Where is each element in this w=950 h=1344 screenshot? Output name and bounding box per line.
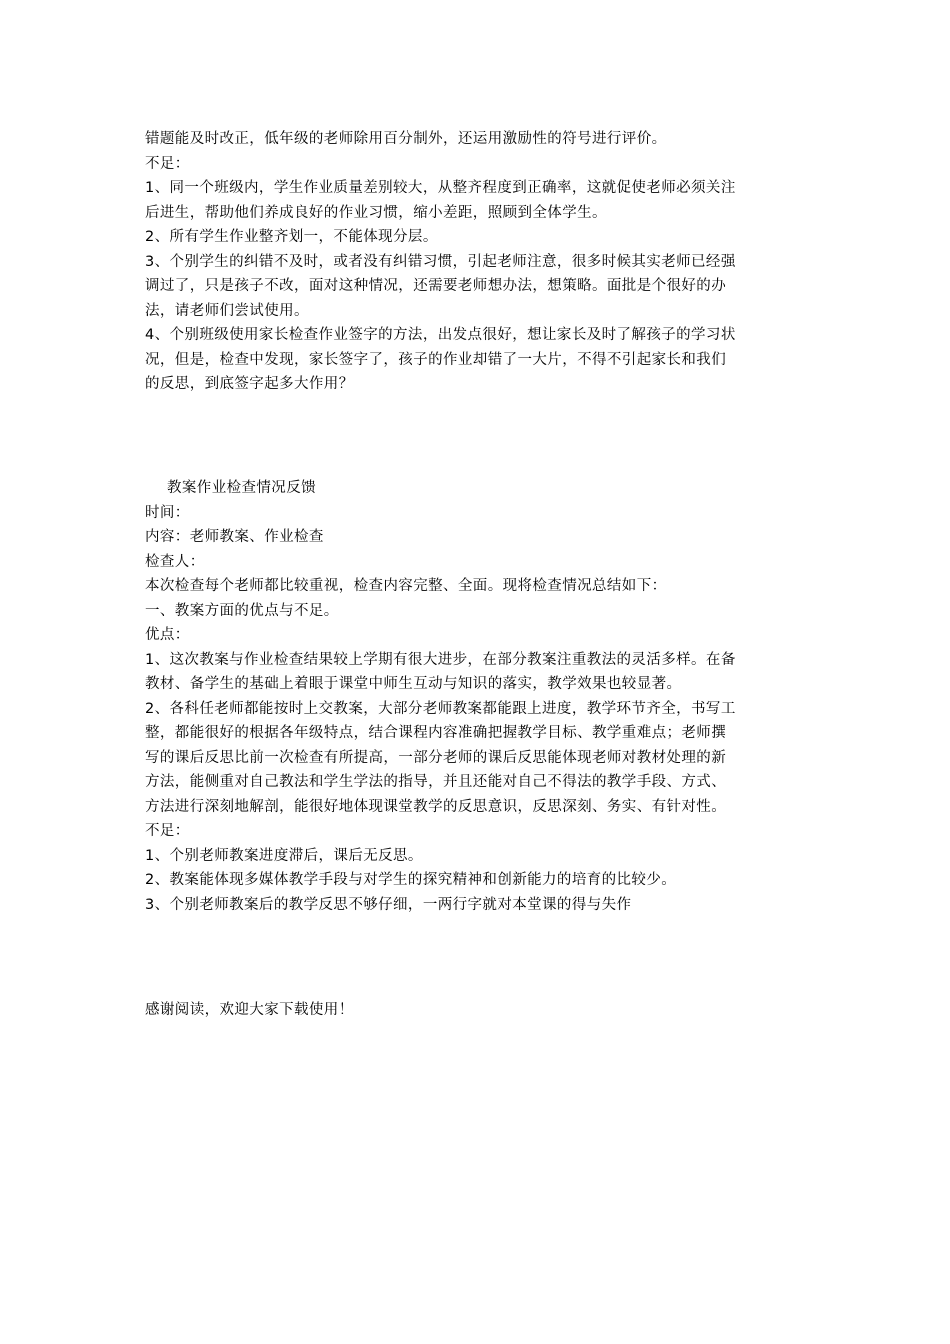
paragraph-line: 整，都能很好的根据各年级特点，结合课程内容准确把握教学目标、教学重难点；老师撰 — [145, 725, 727, 741]
paragraph-line: 2、教案能体现多媒体教学手段与对学生的探究精神和创新能力的培育的比较少。 — [145, 872, 677, 888]
paragraph-line: 本次检查每个老师都比较重视，检查内容完整、全面。现将检查情况总结如下： — [145, 578, 667, 594]
paragraph-line: 1、个别老师教案进度滞后，课后无反思。 — [145, 847, 423, 864]
content-field: 内容：老师教案、作业检查 — [145, 529, 324, 545]
paragraph-line: 调过了，只是孩子不改，面对这种情况，还需要老师想办法，想策略。面批是个很好的办 — [145, 278, 727, 294]
paragraph-line: 方法进行深刻地解剖，能很好地体现课堂教学的反思意识，反思深刻、务实、有针对性。 — [145, 798, 727, 815]
paragraph-line: 1、同一个班级内，学生作业质量差别较大，从整齐程度到正确率，这就促使老师必须关注 — [145, 180, 736, 196]
shortcomings-heading: 不足： — [145, 155, 190, 172]
paragraph-line: 4、个别班级使用家长检查作业签字的方法，出发点很好，想让家长及时了解孩子的学习状 — [145, 327, 736, 343]
paragraph-line: 写的课后反思比前一次检查有所提高，一部分老师的课后反思能体现老师对教材处理的新 — [145, 749, 727, 766]
paragraph-line: 3、个别学生的纠错不及时，或者没有纠错习惯，引起老师注意，很多时候其实老师已经强 — [145, 253, 736, 270]
paragraph-line: 1、这次教案与作业检查结果较上学期有很大进步，在部分教案注重教法的灵活多样。在备 — [145, 651, 736, 668]
paragraph-line: 3、个别老师教案后的教学反思不够仔细，一两行字就对本堂课的得与失作 — [145, 896, 632, 913]
strengths-heading: 优点： — [145, 627, 190, 643]
paragraph-line: 2、各科任老师都能按时上交教案，大部分老师教案都能跟上进度，教学环节齐全，书写工 — [145, 700, 736, 717]
subheading: 一、教案方面的优点与不足。 — [145, 602, 339, 619]
paragraph-line: 2、所有学生作业整齐划一，不能体现分层。 — [145, 229, 438, 245]
feedback-section — [145, 476, 810, 917]
shortcomings-heading: 不足： — [145, 823, 190, 839]
paragraph-line: 况，但是，检查中发现，家长签字了，孩子的作业却错了一大片，不得不引起家长和我们 — [145, 351, 727, 368]
inspection-shortcomings-section — [145, 127, 810, 397]
inspector-field: 检查人： — [145, 553, 205, 570]
paragraph-line: 法，请老师们尝试使用。 — [145, 302, 309, 319]
paragraph-line: 的反思，到底签字起多大作用？ — [145, 376, 354, 392]
paragraph-line: 后进生，帮助他们养成良好的作业习惯，缩小差距，照顾到全体学生。 — [145, 204, 607, 221]
paragraph-line: 错题能及时改正，低年级的老师除用百分制外，还运用激励性的符号进行评价。 — [145, 131, 667, 147]
closing-section — [145, 998, 810, 1023]
closing-text: 感谢阅读，欢迎大家下载使用！ — [145, 1002, 354, 1018]
time-field: 时间： — [145, 504, 190, 521]
section-title: 教案作业检查情况反馈 — [167, 480, 316, 496]
paragraph-line: 教材、备学生的基础上着眼于课堂中师生互动与知识的落实，教学效果也较显著。 — [145, 676, 682, 692]
paragraph-line: 方法，能侧重对自己教法和学生学法的指导，并且还能对自己不得法的教学手段、方式、 — [145, 774, 727, 790]
